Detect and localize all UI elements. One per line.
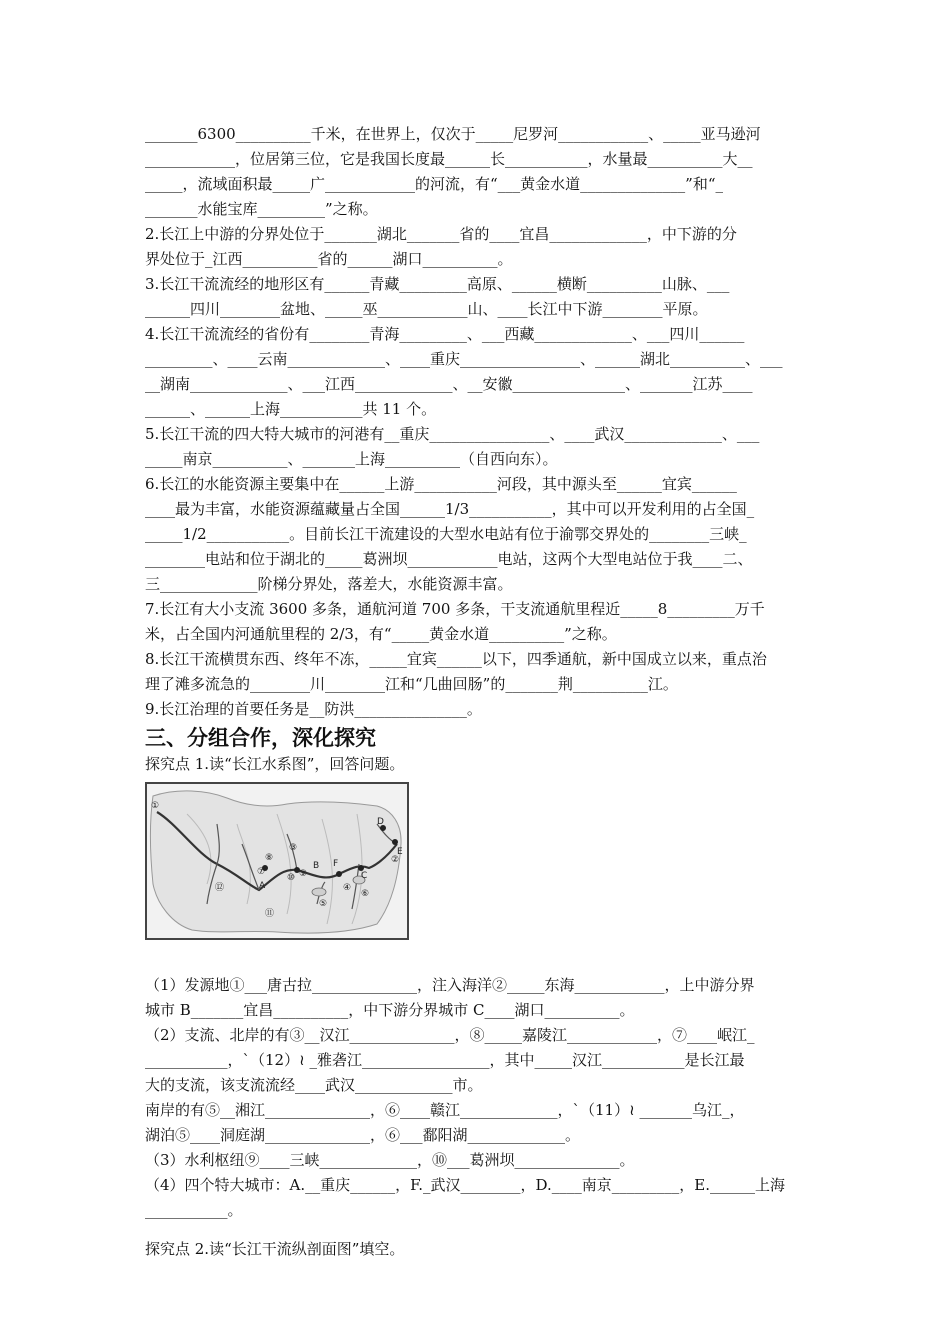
text-line: __湖南_____________、___江西_____________、__安徽_______________、_______江苏____: [145, 375, 753, 393]
text-line: ______四川________盆地、_____巫____________山、____长江中下游________平原。: [145, 300, 708, 318]
map-label: ③: [289, 843, 298, 853]
map-label: ①: [151, 801, 160, 811]
text-line: 米，占全国内河通航里程的 2/3，有“_____黄金水道__________”之称。: [145, 625, 617, 643]
text-line: _______水能宝库_________”之称。: [145, 200, 378, 218]
map-label: ⑥: [361, 889, 370, 899]
text-line: ____最为丰富，水能资源蕴藏量占全国______1/3___________，其中可以开发利用的占全国_: [145, 500, 755, 518]
text-line: _____南京__________、_______上海__________（自西向东）。: [145, 450, 558, 468]
map-label: ②: [391, 855, 400, 865]
map-label: ⑦: [257, 867, 266, 877]
map-label: ⑧: [265, 853, 274, 863]
text-line: ___________，`（12）≀ _雅砻江_________________，其中_____汉江___________是长江最: [145, 1051, 745, 1069]
text-line: 大的支流，该支流流经____武汉_____________市。: [145, 1076, 483, 1094]
spacer: [145, 1223, 810, 1237]
text-line: ______、______上海___________共 11 个。: [145, 400, 437, 418]
map-label: ⑩: [287, 873, 296, 883]
map-label: D: [377, 817, 384, 827]
map-label: F: [333, 859, 339, 869]
text-line: 5.长江干流的四大特大城市的河港有__重庆________________、____武汉_____________、___: [145, 425, 760, 443]
map-label: ⑤: [319, 899, 328, 909]
text-line: _________、____云南_____________、____重庆________________、______湖北__________、___: [145, 350, 783, 368]
text-line: 城市 B_______宜昌__________，中下游分界城市 C____湖口__________。: [145, 1001, 635, 1019]
text-line: 南岸的有⑤__湘江______________，⑥____赣江_____________，`（11）≀ _______乌江_，: [145, 1101, 745, 1119]
explore-point-2-intro: 探究点 2.读“长江干流纵剖面图”填空。: [145, 1240, 405, 1258]
worksheet-page: [145, 122, 810, 1262]
text-line: 2.长江上中游的分界处位于_______湖北_______省的____宜昌_____________，中下游的分: [145, 225, 737, 243]
map-label: B: [313, 861, 320, 871]
text-line: 8.长江干流横贯东西、终年不冻，_____宜宾______以下，四季通航，新中国成立以来，重点治: [145, 650, 767, 668]
text-line: ________电站和位于湖北的_____葛洲坝____________电站，这两个大型电站位于我____二、: [145, 550, 753, 568]
text-line: _____1/2___________。目前长江干流建设的大型水电站有位于渝鄂交界处的________三峡_: [145, 525, 747, 543]
text-line: （1）发源地①___唐古拉______________，注入海洋②_____东海____________，上中游分界: [145, 976, 755, 994]
text-line: 三_____________阶梯分界处，落差大，水能资源丰富。: [145, 575, 513, 593]
map-label: ⑨: [299, 869, 308, 879]
map-graphic: [147, 784, 407, 938]
text-line: 6.长江的水能资源主要集中在______上游___________河段，其中源头至______宜宾______: [145, 475, 737, 493]
map-label: ⑫: [215, 883, 225, 893]
text-line: （2）支流、北岸的有③__汉江______________，⑧_____嘉陵江____________，⑦____岷江_: [145, 1026, 755, 1044]
yangtze-river-system-map: [145, 782, 409, 940]
fill-in-section-2: [145, 122, 810, 722]
text-line: 界处位于_江西__________省的______湖口__________。: [145, 250, 513, 268]
text-line: ____________，位居第三位，它是我国长度最______长___________，水量最__________大__: [145, 150, 753, 168]
text-line: 3.长江干流流经的地形区有______青藏_________高原、______横断__________山脉、___: [145, 275, 730, 293]
text-line: 4.长江干流流经的省份有________青海_________、___西藏_____________、___四川______: [145, 325, 745, 343]
text-line: 9.长江治理的首要任务是__防洪_______________。: [145, 700, 482, 718]
text-line: ___________。: [145, 1201, 243, 1219]
section-heading: 三、分组合作，深化探究: [145, 726, 376, 750]
map-label: A: [259, 881, 266, 891]
map-label: ④: [343, 883, 352, 893]
text-line: 湖泊⑤____洞庭湖______________，⑥___鄱阳湖_____________。: [145, 1126, 581, 1144]
map-label: ⑪: [265, 909, 275, 919]
text-line: _____，流域面积最_____广____________的河流，有“___黄金水道______________”和“_: [145, 175, 724, 193]
explore-point-1-intro: 探究点 1.读“长江水系图”，回答问题。: [145, 755, 405, 773]
text-line: 7.长江有大小支流 3600 多条，通航河道 700 多条，干支流通航里程近_____8_________万千: [145, 600, 765, 618]
explore-point-1-answers: [145, 973, 810, 1223]
map-label: C: [361, 871, 368, 881]
text-line: _______6300__________千米，在世界上，仅次于_____尼罗河____________、_____亚马逊河: [145, 125, 761, 143]
text-line: （4）四个特大城市：A.__重庆______，F._武汉________，D.____南京_________，E.______上海: [145, 1176, 785, 1194]
map-label: E: [397, 847, 403, 857]
text-line: （3）水利枢纽⑨____三峡_____________，⑩___葛洲坝______________。: [145, 1151, 635, 1169]
text-line: 理了滩多流急的________川________江和“几曲回肠”的_______荆__________江。: [145, 675, 678, 693]
